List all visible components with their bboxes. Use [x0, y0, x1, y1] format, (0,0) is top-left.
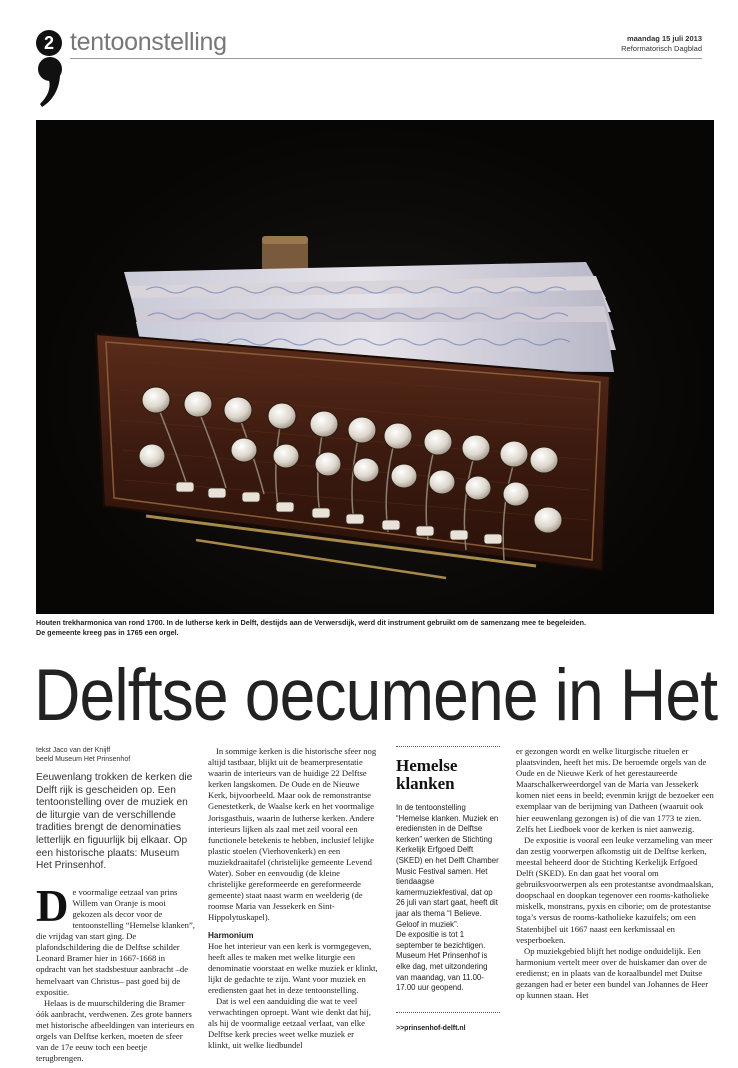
paragraph-8: Op muziekgebied blijft het nodige onduidelijk. Een harmonium vertelt meer over de huiskamer dan over de eredienst; en in plaats van de koraalbundel met Duitse gezangen had er beter een bundel van Johannes de Heer op kunnen staan. Het	[516, 945, 709, 1001]
publication-name: Reformatorisch Dagblad	[621, 44, 702, 53]
caption-line-2: De gemeente kreeg pas in 1765 een orgel.	[36, 627, 179, 637]
paragraph-4: Hoe het interieur van een kerk is vormgegeven, heeft alles te maken met welke liturgie een denominatie voorstaat en welke muziek er klinkt, lijkt de gedachte te zijn. Want voor muziek en erediensten gaat het in deze tentoonstelling.	[208, 940, 378, 995]
comma-logo-icon	[36, 56, 66, 108]
credit-photo: beeld Museum Het Prinsenhof	[36, 756, 131, 763]
photo-caption	[36, 618, 714, 637]
article-column-4	[516, 746, 714, 1001]
sidebar-top-rule	[396, 746, 500, 747]
sidebar-box	[396, 746, 500, 1034]
sidebar-bottom-rule	[396, 1012, 500, 1013]
paragraph-5: Dat is wel een aanduiding die wat te veel verwachtingen oproept. Want wie denkt dat hij, als hij de voormalige eetzaal verlaat, van elke Delftse kerk precies weet welke muziek er klinkt, uit welke liedbundel	[208, 996, 371, 1051]
article-intro: Eeuwenlang trokken de kerken die Delft rijk is gescheiden op. Een tentoonstelling over de muziek en de liturgie van de verschillende tradities brengt de denominaties letterlijk en figuurlijk bij elkaar. Op een historische plaats: Museum Het Prinsenhof.	[36, 772, 193, 872]
paragraph-1: e voormalige eetzaal van prins Willem van Oranje is mooi gekozen als decor voor de tentoonstelling “Hemelse klanken”, die vrijdag van start ging. De plafondschildering die de Delftse schilder Leonard Bramer hier in 1667-1668 in opdracht van het stadsbestuur aanbracht –de hemelvaart van Christus– past goed bij de expositie.	[36, 886, 195, 997]
sidebar-title: Hemelse klanken	[396, 756, 458, 793]
paragraph-3: In sommige kerken is die historische sfeer nog altijd tastbaar, blijkt uit de beamerpresentatie waarin de interieurs van de huidige 22 Delftse kerken langskomen. De Oude en de Nieuwe Kerk, bijvoorbeeld. Maar ook de remonstrantse Genestetkerk, de Waalse kerk en het voormalige Jorisgasthuis, waarin de lutherse kerken. Andere interieurs lijken als zaal met zeil vooral een functionele betekenis te hebben, inclusief lelijke plastic stoelen (Vierhovenkerk) en een muziekdraaitafel (christelijke gemeente Levend Water). Sober en eenvoudig (de kleine christelijke gereformeerde en gereformeerde gemeente) staat naast warm en weelderig (de roomse Maria van Jessekerk en Sint-Hippolytuskapel).	[208, 746, 377, 923]
sidebar-body	[396, 803, 500, 994]
accordion-illustration	[36, 120, 714, 614]
page-number: 2	[36, 30, 62, 56]
subhead-harmonium: Harmonium	[208, 930, 254, 940]
paragraph-7: De expositie is vooral een leuke verzameling van meer dan zestig voorwerpen afkomstig uit de Delftse kerken, meestal beheerd door de Stichting Kerkelijk Erfgoed Delft (SKED). En dan gaat het vooral om gebruiksvoorwerpen als een protestantse avondmaalskan, doopschaal en doopkan tegenover een rooms-katholieke miskelk, monstrans, pyxis en ciborie; om de protestantse toga’s versus de rooms-katholieke kazuifels; om een Statenbijbel uit 1667 naast een kerkmissaal en vesperboeken.	[516, 834, 714, 945]
article-column-1	[36, 746, 196, 1064]
article-column-2	[208, 746, 378, 1052]
issue-date: maandag 15 juli 2013	[626, 34, 702, 43]
paragraph-2: Helaas is de muurschildering die Bramer óók aanbracht, verdwenen. Zes grote banners met historische afbeeldingen van interieurs en orgels van Delftse kerken, moeten de sfeer van de 17e eeuw toch een beetje terugbrengen.	[36, 997, 195, 1064]
first-paragraph	[36, 880, 196, 998]
header-divider	[70, 58, 702, 59]
header-dateline	[621, 34, 702, 54]
drop-cap: D	[36, 880, 69, 931]
caption-line-1: Houten trekharmonica van rond 1700. In de lutherse kerk in Delft, destijds aan de Verwersdijk, werd dit instrument gebruikt om de samenzang mee te begeleiden.	[36, 618, 586, 627]
article-headline	[34, 656, 718, 736]
museum-website-link[interactable]: >>prinsenhof-delft.nl	[396, 1024, 466, 1032]
sidebar-paragraph-1: In de tentoonstelling “Hemelse klanken. Muziek en erediensten in de Delftse kerken” werken de Stichting Kerkelijk Erfgoed Delft (SKED) en het Delft Chamber Music Festival samen. Het tiendaagse kamermuziekfestival, dat op 26 juli van start gaat, heeft dit jaar als thema “I Believe. Geloof in muziek”.	[396, 803, 499, 929]
sidebar-paragraph-2: De expositie is tot 1 september te bezichtigen. Museum Het Prinsenhof is elke dag, met uitzondering van maandag, van 11.00-17.00 uur geopend.	[396, 930, 488, 993]
section-title: tentoonstelling	[70, 28, 227, 56]
byline	[36, 746, 196, 764]
headline-text: Delftse oecumene in Het	[34, 656, 718, 736]
photo-trekharmonica	[36, 120, 714, 614]
paragraph-6: er gezongen wordt en welke liturgische rituelen er plaatsvinden, heeft het mis. De beroemde orgels van de Oude en de Nieuwe Kerk of het gerestaureerde Maarschalkerweerdorgel van de Maria van Jessekerk komen niet eens in beeld; evenmin krijgt de bezoeker een exemplaar van de berijming van Datheen (waaruit ook hier eeuwenlang gezongen is) of die van 1773 te zien. Zelfs het Liedboek voor de kerken is niet aanwezig.	[516, 746, 714, 834]
credit-text: tekst Jaco van der Knijff	[36, 747, 111, 754]
